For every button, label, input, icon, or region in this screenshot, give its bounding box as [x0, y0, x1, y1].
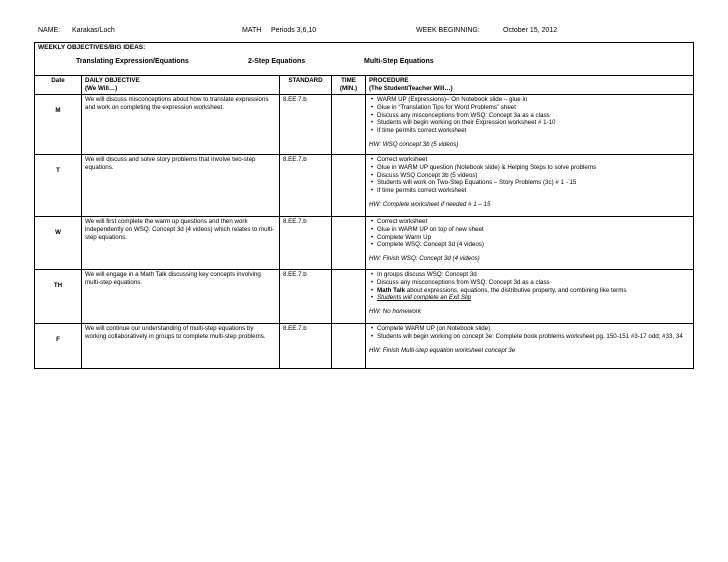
col-standard: STANDARD — [280, 76, 332, 95]
time — [332, 155, 366, 217]
procedure — [366, 217, 694, 270]
homework: HW: Finish WSQ: Concept 3d (4 videos) — [369, 255, 480, 263]
objectives-row — [35, 43, 694, 76]
math-talk-description: about expressions, equations, the distributive property, and combining like terms — [405, 286, 627, 294]
daily-objective: We will discuss misconceptions about how to translate expressions and work on completing the expression worksheet. — [82, 95, 280, 155]
topic-multi-step: Multi-Step Equations — [364, 57, 434, 65]
standard: 8.EE.7.b — [280, 155, 332, 217]
objectives-title: WEEKLY OBJECTIVES/BIG IDEAS: — [38, 44, 146, 51]
procedure-item: • Complete Warm Up — [377, 234, 690, 242]
standard: 8.EE.7.b — [280, 95, 332, 155]
procedure — [366, 324, 694, 369]
procedure-item: • Discuss WSQ Concept 3b (5 videos) — [377, 172, 690, 180]
procedure-item: • Students will begin working on concept 3e: Complete book problems worksheet pg. 150-151 #3-17 odd; #33, 34 — [377, 333, 690, 341]
daily-objective: We will engage in a Math Talk discussing key concepts involving multi-step equations. — [82, 270, 280, 324]
day-row-wednesday — [35, 217, 694, 270]
col-procedure: PROCEDURE (The Student/Teacher Will…) — [366, 76, 694, 95]
procedure-item: • Correct worksheet — [377, 156, 690, 164]
lesson-plan-table — [34, 42, 694, 369]
standard: 8.EE.7.b — [280, 324, 332, 369]
procedure-item-exit-slip — [377, 294, 690, 302]
daily-objective: We will first complete the warm up questions and then work independently on WSQ: Concept 3d (4 videos) which relates to multi-step equations. — [82, 217, 280, 270]
procedure-item: • WARM UP (Expressions)– On Notebook slide – glue in — [377, 96, 690, 104]
procedure — [366, 95, 694, 155]
homework: HW: Finish Multi-step equation worksheet concept 3e — [369, 346, 516, 354]
day-row-friday — [35, 324, 694, 369]
procedure-item: • Glue in “Translation Tips for Word Problems” sheet — [377, 104, 690, 112]
topic-two-step: 2-Step Equations — [248, 57, 306, 65]
procedure-item-math-talk — [377, 287, 690, 295]
procedure-item: • Complete WARM UP (on Notebook slide) — [377, 325, 690, 333]
column-header-row — [35, 76, 694, 95]
col-daily-objective: DAILY OBJECTIVE (We Will…) — [82, 76, 280, 95]
class-periods: Periods 3,6,10 — [271, 27, 317, 34]
name-label: NAME: — [38, 27, 61, 34]
day-row-monday — [35, 95, 694, 155]
procedure — [366, 155, 694, 217]
week-beginning-date: October 15, 2012 — [503, 27, 558, 34]
week-beginning-label: WEEK BEGINNING: — [416, 27, 480, 34]
procedure-item: • Students will begin working on their Expression worksheet # 1-10 — [377, 119, 690, 127]
procedure-item: • If time permits correct worksheet — [377, 187, 690, 195]
day-label: M — [35, 95, 82, 155]
procedure-item: • Students will work on Two-Step Equations – Story Problems (3c) # 1 - 15 — [377, 179, 690, 187]
procedure-item: • Discuss any misconceptions from WSQ: Concept 3d as a class — [377, 279, 690, 287]
procedure-item: • Discuss any misconceptions from WSQ: Concept 3a as a class — [377, 112, 690, 120]
subject: MATH — [242, 27, 262, 34]
day-row-thursday — [35, 270, 694, 324]
teacher-names: Karakas/Loch — [72, 27, 115, 34]
procedure-item: • Complete WSQ: Concept 3d (4 videos) — [377, 241, 690, 249]
procedure-item: • Correct worksheet — [377, 218, 690, 226]
homework: HW: WSQ concept 3b (5 videos) — [369, 140, 459, 148]
procedure-item: • If time permits correct worksheet — [377, 127, 690, 135]
homework: HW: Complete worksheet if needed # 1 – 15 — [369, 200, 491, 208]
math-talk-label: Math Talk — [377, 286, 406, 294]
procedure-item: • Glue in WARM UP on top of new sheet — [377, 226, 690, 234]
standard: 8.EE.7.b — [280, 270, 332, 324]
col-date: Date — [35, 76, 82, 95]
procedure-item: • In groups discuss WSQ: Concept 3d — [377, 271, 690, 279]
time — [332, 324, 366, 369]
time — [332, 95, 366, 155]
time — [332, 270, 366, 324]
homework: HW: No homework — [369, 308, 421, 316]
col-time: TIME (MIN.) — [332, 76, 366, 95]
day-row-tuesday — [35, 155, 694, 217]
procedure — [366, 270, 694, 324]
topic-translating: Translating Expression/Equations — [76, 57, 189, 65]
day-label: TH — [35, 270, 82, 324]
day-label: W — [35, 217, 82, 270]
procedure-item: • Glue in WARM UP question (Notebook slide) & Helping Steps to solve problems — [377, 164, 690, 172]
exit-slip-text: Students will complete an Exit Slip — [377, 294, 472, 302]
daily-objective: We will discuss and solve story problems that involve two-step equations. — [82, 155, 280, 217]
daily-objective: We will continue our understanding of multi-step equations by working collaboratively in groups to complete multi-step problems. — [82, 324, 280, 369]
time — [332, 217, 366, 270]
day-label: T — [35, 155, 82, 217]
standard: 8.EE.7.b — [280, 217, 332, 270]
objectives-topics — [38, 58, 690, 66]
day-label: F — [35, 324, 82, 369]
